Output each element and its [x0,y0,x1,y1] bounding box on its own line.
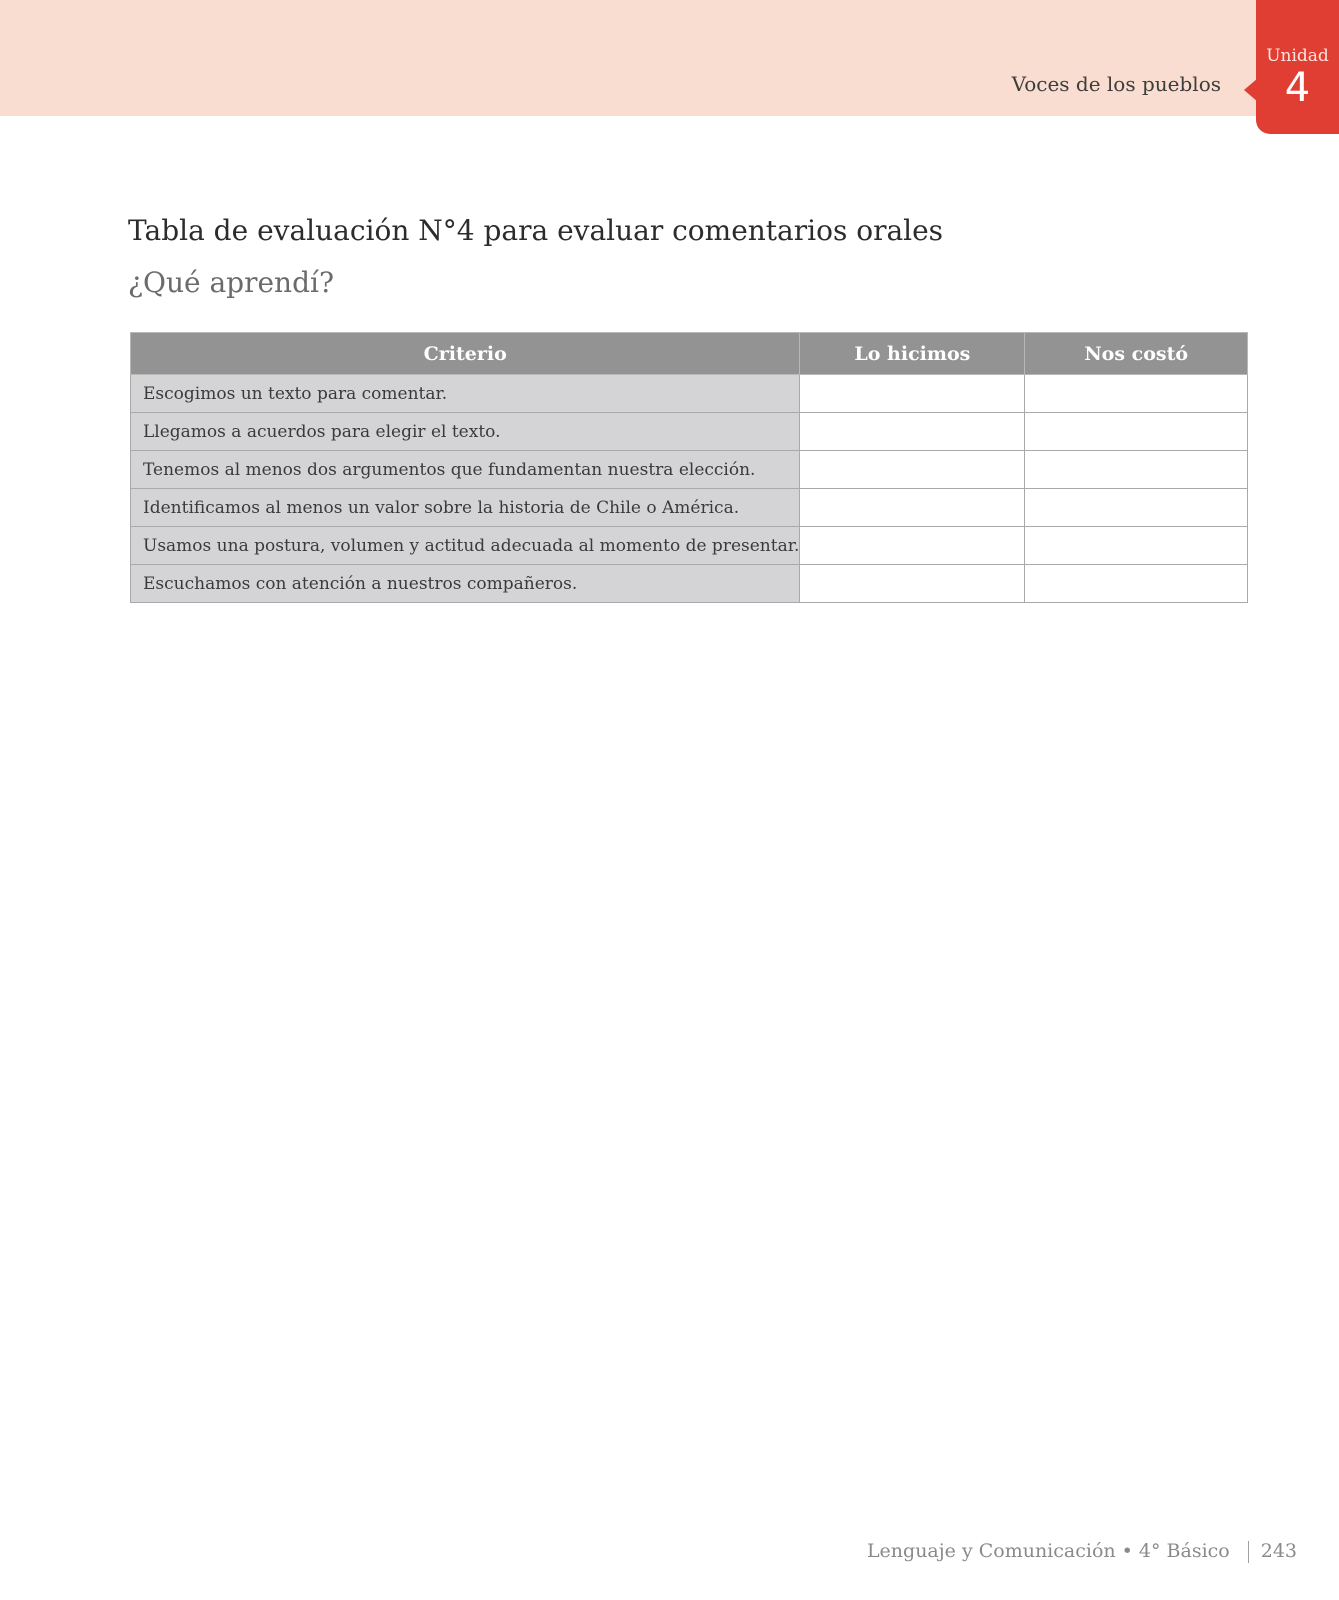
lo-hicimos-cell[interactable] [800,451,1025,489]
footer-book-title: Lenguaje y Comunicación • 4° Básico [866,1540,1230,1562]
unit-title: Voces de los pueblos [1011,72,1221,96]
table-row [131,565,1248,603]
table-row [131,527,1248,565]
unit-label: Unidad [1266,46,1329,66]
nos-costo-cell[interactable] [1025,451,1248,489]
nos-costo-cell[interactable] [1025,565,1248,603]
table-header-row [131,333,1248,375]
column-header-criterio: Criterio [131,333,800,375]
criterion-cell: Llegamos a acuerdos para elegir el texto. [131,413,800,451]
unit-tab [1256,0,1339,134]
criterion-cell: Tenemos al menos dos argumentos que fundamentan nuestra elección. [131,451,800,489]
table-row [131,489,1248,527]
nos-costo-cell[interactable] [1025,489,1248,527]
criterion-cell: Usamos una postura, volumen y actitud adecuada al momento de presentar. [131,527,800,565]
footer-divider [1248,1541,1249,1563]
lo-hicimos-cell[interactable] [800,565,1025,603]
unit-number: 4 [1284,65,1311,111]
lo-hicimos-cell[interactable] [800,375,1025,413]
page-number: 243 [1260,1540,1297,1562]
lo-hicimos-cell[interactable] [800,527,1025,565]
criterion-cell: Identificamos al menos un valor sobre la historia de Chile o América. [131,489,800,527]
lo-hicimos-cell[interactable] [800,413,1025,451]
header-band [0,0,1339,116]
table-row [131,413,1248,451]
criterion-cell: Escuchamos con atención a nuestros compañeros. [131,565,800,603]
page-title: Tabla de evaluación N°4 para evaluar comentarios orales [128,214,944,247]
evaluation-table [130,332,1248,603]
criterion-cell: Escogimos un texto para comentar. [131,375,800,413]
nos-costo-cell[interactable] [1025,527,1248,565]
table-row [131,451,1248,489]
page-footer [867,1540,1297,1563]
column-header-lo-hicimos: Lo hicimos [800,333,1025,375]
table-row [131,375,1248,413]
nos-costo-cell[interactable] [1025,413,1248,451]
column-header-nos-costo: Nos costó [1025,333,1248,375]
nos-costo-cell[interactable] [1025,375,1248,413]
lo-hicimos-cell[interactable] [800,489,1025,527]
page-subtitle: ¿Qué aprendí? [128,266,334,299]
